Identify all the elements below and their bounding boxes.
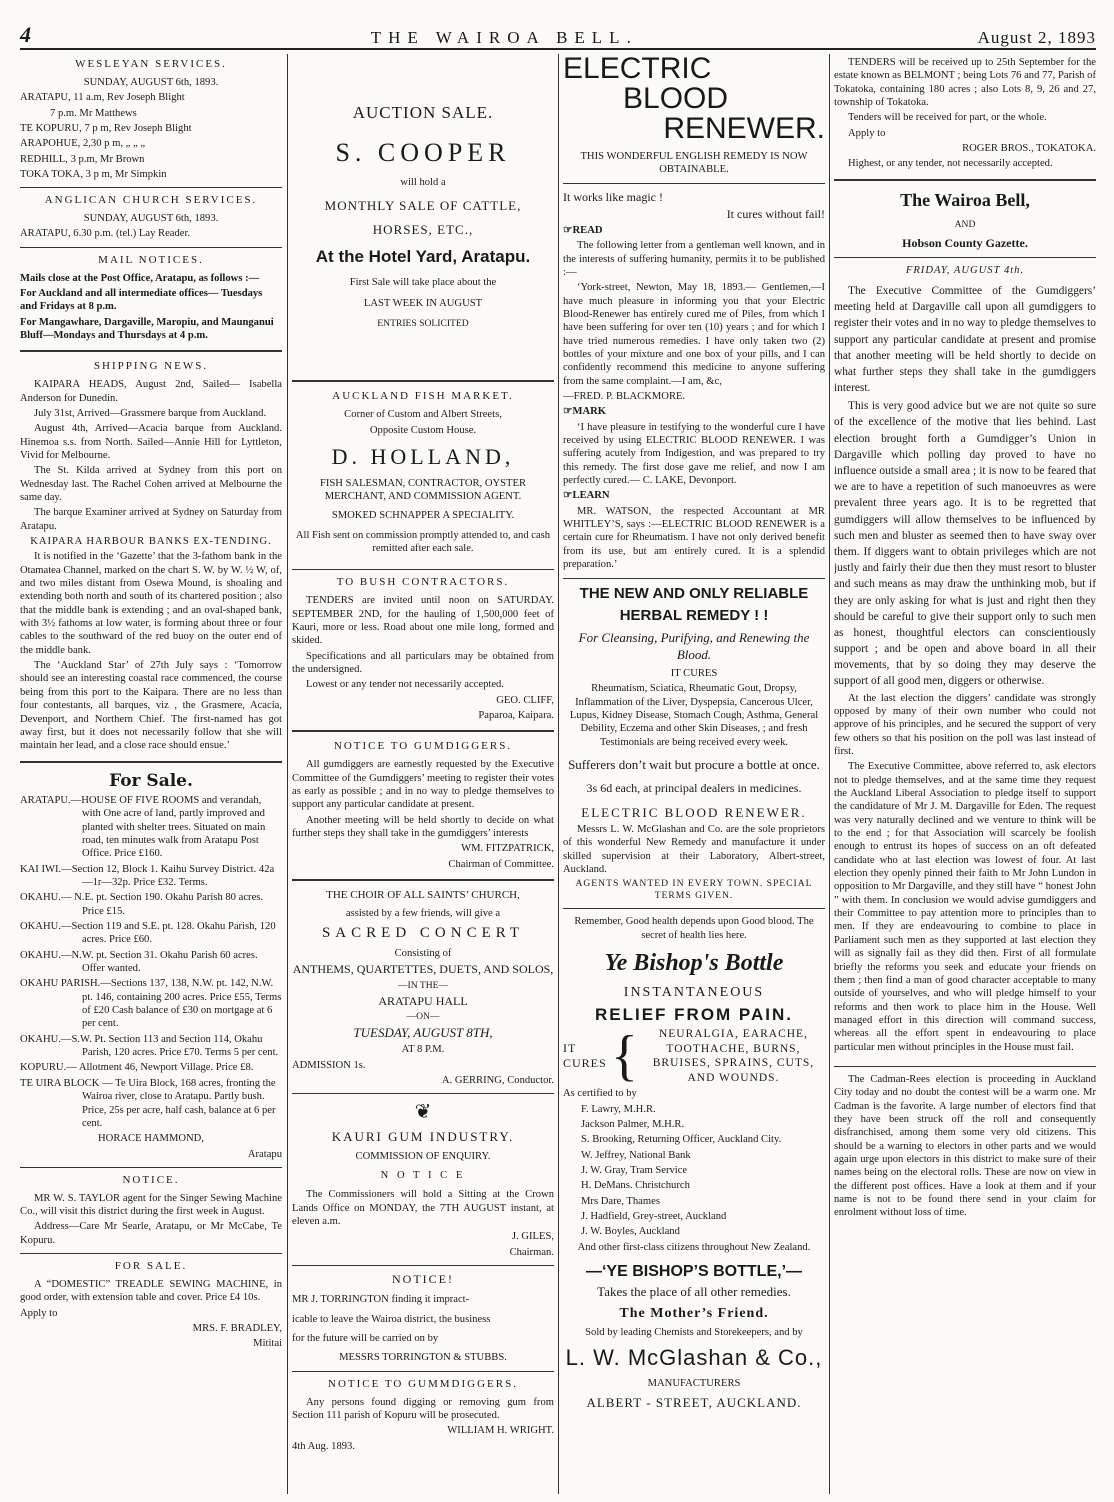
- ebr-messrs: Messrs L. W. McGlashan and Co. are the sole proprietors of this wonderful New Remedy and manufacture it under skilled supervision at their Laboratory, Albert-street, Auckland.: [563, 823, 825, 875]
- forsale-item: ARATAPU.—HOUSE OF FIVE ROOMS and verandah, with One acre of land, partly improved and planted with shelter trees. Situated on main road, ten minutes walk from Aratapu Post Office. Price £160.: [20, 794, 266, 860]
- auction-heading: AUCTION SALE.: [352, 103, 494, 122]
- tenders-text2: Tenders will be received for part, or the whole.: [848, 112, 1047, 124]
- ornament-icon: ❦: [414, 1101, 432, 1124]
- kauri-title: Chairman.: [509, 1246, 554, 1258]
- pointing-hand-icon: ☞: [563, 406, 573, 418]
- forsale-item: OKAHU.— N.E. pt. Section 190. Okahu Parish 80 acres. Price £15.: [20, 892, 264, 917]
- fish-heading: AUCKLAND FISH MARKET.: [332, 390, 514, 403]
- auction-line2: HORSES, ETC.,: [372, 221, 474, 237]
- fish-trades: FISH SALESMAN, CONTRACTOR, OYSTER MERCHANT, AND COMMISSION AGENT.: [319, 477, 527, 503]
- ebr-letter: ‘York-street, Newton, May 18, 1893.— Gentlemen,—I have much pleasure in informing you that your Electric Blood-Renewer has entirely cured me of Piles, from which I have been suffering for over ten (10) years ; and for which I have tried numerous remedies. I have only taken two (2) bottles of your mixture and one box of your pills, and I can confidently recommend this medicine to anyone suffering from the same complaint.—I am, &c,: [563, 282, 825, 387]
- bush-place: Paparoa, Kaipara.: [478, 710, 554, 722]
- gum2-text: Any persons found digging or removing gum from Section 111 parish of Kopuru will be prosecuted.: [292, 1396, 554, 1421]
- shipping-para: The barque Examiner arrived at Sydney on Saturday from Aratapu.: [20, 507, 282, 532]
- bush-signer: GEO. CLIFF,: [496, 694, 554, 706]
- ebr-title-blood: BLOOD: [623, 82, 729, 115]
- cadman-text: The Cadman-Rees election is proceeding in Auckland City today and no doubt the contest will be a warm one. Mr Cadman is the favorite. A large number of electors find that they have been struck off the roll and consequently disfranchised, among them some very old citizens. This should be a warning to electors in other parts and we would again urge upon electors in this district to make sure of their names being on the electoral rolls. These are now on view in the different post offices. Have a look at them and if your name is not to be found there send in your claim for enrolment without loss of time.: [834, 1073, 1096, 1219]
- tenders-highest: Highest, or any tender, not necessarily accepted.: [848, 158, 1053, 170]
- tenders-signer: ROGER BROS., TOKATOKA.: [962, 143, 1096, 155]
- column-2: [292, 54, 554, 1494]
- issue-date: August 2, 1893: [977, 28, 1096, 47]
- wesleyan-date: SUNDAY, AUGUST 6th, 1893.: [83, 76, 219, 88]
- bishop-name: S. Brooking, Returning Officer, Auckland City.: [581, 1134, 782, 1146]
- bishop-name: F. Lawry, M.H.R.: [581, 1103, 656, 1115]
- anglican-date: SUNDAY, AUGUST 6th, 1893.: [83, 213, 219, 225]
- forsale2-text: A “DOMESTIC” TREADLE SEWING MACHINE, in good order, with extension table and cover. Price £4 10s.: [20, 1278, 282, 1304]
- bishop-ailments: NEURALGIA, EARACHE, TOOTHACHE, BURNS, BRUISES, SPRAINS, CUTS, AND WOUNDS.: [652, 1028, 815, 1084]
- bishop-names: [563, 1103, 825, 1239]
- ebr-cures: It cures without fail!: [726, 206, 825, 221]
- bishop-street: ALBERT - STREET, AUCKLAND.: [586, 1394, 802, 1410]
- forsale-item: OKAHU.—S.W. Pt. Section 113 and Section 114, Okahu Parish, 120 acres. Price £70. Terms 5 per cent.: [20, 1033, 279, 1059]
- bishop-mothers: The Mother’s Friend.: [619, 1305, 769, 1321]
- notice-text: MR W. S. TAYLOR agent for the Singer Sewing Machine Co., will visit this district during the first week in August.: [20, 1192, 282, 1218]
- bishop-title2: —‘YE BISHOP’S BOTTLE,’—: [585, 1263, 803, 1281]
- editorial-para: The Executive Committee, above referred to, ask electors not to pledge themselves, and at the same time they request the Auckland Liberal Association to pledge itself to support the candidature of Mr J. M. Dargaville for Eden. The request was very naturally declined and we venture to think will be to the end ; for that Association will scarcely be foolish enough to entrust its hopes of success on an oft defeated candidate who at last election was lowest of four. At last election they openly pinned their faith to Mr John Lundon in opposition to Mr Dargaville, and they still have “ honest John ” with them. In conclusion we would advise gumdiggers and their Committee to pay attention more to principles than to men. If they are endeavouring to combine to place in Parliament such men as they supported at last election they will as signally fail as they did then. First of all formulate briefly the reforms you seek and educate your friends on them ; then find a man of good character acceptable to many outside of yourselves, and who will pledge himself to your reforms and then work to place him in the House. Well managed effort in this direction will command success, whereas all the effort spent in endeavouring to place particular men without principles in the House must fail.: [834, 761, 1096, 1053]
- choir-consisting: Consisting of: [394, 948, 452, 960]
- forsale-item: TE UIRA BLOCK — Te Uira Block, 168 acres, fronting the Wairoa river, close to Aratapu. Partly bush. Price, 25s per acre, half cash, balance at 6 per cent.: [20, 1077, 276, 1129]
- paper-title: The Wairoa Bell,: [900, 189, 1030, 210]
- gum1-text2: Another meeting will be held shortly to decide on what further steps they shall take in the gumdiggers’ interests: [292, 814, 554, 839]
- kauri-heading: KAURI GUM INDUSTRY.: [331, 1129, 515, 1145]
- bishop-maker: L. W. McGlashan & Co.,: [565, 1344, 823, 1370]
- dateline: FRIDAY, AUGUST 4th.: [905, 264, 1025, 276]
- shipping-para: KAIPARA HEADS, August 2nd, Sailed— Isabella Anderson for Dunedin.: [20, 379, 282, 404]
- mail-mangawhare: For Mangawhare, Dargaville, Maropiu, and Maunganui Bluff—Mondays and Thursdays at 4 p.m.: [20, 316, 274, 342]
- mail-intro: Mails close at the Post Office, Aratapu, as follows :—: [20, 272, 260, 284]
- ebr-for: For Cleansing, Purifying, and Renewing the Blood.: [578, 630, 810, 662]
- choir-in: —IN THE—: [397, 979, 449, 991]
- choir-heading: THE CHOIR OF ALL SAINTS’ CHURCH,: [326, 888, 520, 901]
- wesleyan-line: REDHILL, 3 p.m, Mr Brown: [20, 153, 145, 165]
- ebr-learn-text: MR. WATSON, the respected Accountant at MR WHITLEY’S, says :—ELECTRIC BLOOD RENEWER is a certain cure for Rheumatism. I have not only derived benefit from its use, but am entirely cured. It is a splendid preparation.’: [563, 505, 825, 571]
- gum1-heading: NOTICE TO GUMDIGGERS.: [333, 740, 513, 753]
- mail-heading: MAIL NOTICES.: [98, 253, 204, 266]
- wesleyan-line: TE KOPURU, 7 p m, Rev Joseph Blight: [20, 122, 192, 134]
- bishop-instant: INSTANTANEOUS: [623, 985, 765, 1001]
- forsale2-signer: MRS. F. BRADLEY,: [192, 1323, 282, 1334]
- wesleyan-line: 7 p.m. Mr Matthews: [50, 107, 137, 119]
- notice2-line: MR J. TORRINGTON finding it impract-: [292, 1294, 470, 1306]
- notice2-line: for the future will be carried on by: [292, 1332, 439, 1344]
- shipping-para: The St. Kilda arrived at Sydney from this port on Wednesday last. The Rachel Cohen arrived at Melbourne the same day.: [20, 465, 282, 503]
- star-text: The ‘Auckland Star’ of 27th July says : ‘Tomorrow should see an interesting coastal race commenced, the course being from this port to the Kaipara. There are no less than four contestants, all barques, viz , the Grasmere, Acacia, Devenport, and Northern Chief. The first-named has got away first, but it does not necessarily follow that she will maintain her lead, and a close race should ensue.’: [20, 660, 282, 752]
- bishop-name: W. Jeffrey, National Bank: [581, 1149, 691, 1161]
- ebr-remember: Remember, Good health depends upon Good blood. The secret of health lies here.: [574, 916, 814, 941]
- bush-text: TENDERS are invited until noon on SATURDAY. SEPTEMBER 2ND, for the hauling of 1,500,000 feet of Kauri, more or less. Road about one mile long, formed and skided.: [292, 595, 554, 647]
- fish-snapper: SMOKED SCHNAPPER A SPECIALITY.: [331, 510, 515, 522]
- choir-on: —ON—: [406, 1010, 440, 1022]
- ebr-mark-text: ‘I have pleasure in testifying to the wonderful cure I have received by using ELECTRIC BLOOD RENEWER. I was suffering acutely from Indigestion, and was prepared to try this remedy. The first dose gave me relief, and now I am perfectly cured.— C. LAKE, Devonport.: [563, 421, 825, 487]
- auction-will: will hold a: [400, 177, 446, 189]
- bishop-other: And other first-class citizens throughout New Zealand.: [577, 1241, 811, 1253]
- column-4: [834, 54, 1096, 1494]
- paper-and: AND: [954, 219, 976, 231]
- column-rule: [829, 54, 830, 1494]
- choir-time: AT 8 P.M.: [401, 1044, 445, 1056]
- kauri-notice: N O T I C E: [380, 1170, 466, 1182]
- brace-icon: {: [611, 1025, 638, 1088]
- choir-date: TUESDAY, AUGUST 8TH,: [353, 1024, 493, 1040]
- anglican-heading: ANGLICAN CHURCH SERVICES.: [44, 194, 258, 207]
- ebr-read-text: The following letter from a gentleman well known, and in the interests of suffering humanity, permits it to be published :—: [563, 240, 825, 278]
- banks-heading: KAIPARA HARBOUR BANKS EX-TENDING.: [30, 536, 272, 548]
- ebr-read: ☞READ: [563, 224, 603, 236]
- editorial-para: The Executive Committee of the Gumdiggers’ meeting held at Dargaville call upon all gumdiggers to register their votes and in no way to pledge themselves to support any particular candidate at present and promise that another meeting will be held shortly to decide on what further steps they shall take in the gumdiggers interest.: [834, 284, 1096, 395]
- bishop-name: Jackson Palmer, M.H.R.: [581, 1119, 685, 1131]
- bishop-name: J. W. Boyles, Auckland: [581, 1226, 680, 1238]
- tenders-text: TENDERS will be received up to 25th September for the estate known as BELMONT ; being Lots 76 and 77, Parish of Tokatoka, containing 180 acres ; also Lots 8, 9, 26 and 27, township of Tokatoka.: [834, 57, 1096, 109]
- forsale-item: KOPURU.— Allotment 46, Newport Village. Price £8.: [20, 1062, 254, 1074]
- forsale-list: [20, 794, 282, 1130]
- kauri-sub: COMMISSION OF ENQUIRY.: [355, 1150, 491, 1162]
- column-3: [563, 54, 825, 1494]
- bishop-relief: RELIEF FROM PAIN.: [594, 1005, 793, 1025]
- bishop-takes: Takes the place of all other remedies.: [597, 1284, 791, 1300]
- bishop-sold: Sold by leading Chemists and Storekeepers, and by: [585, 1327, 803, 1339]
- bush-heading: TO BUSH CONTRACTORS.: [336, 576, 510, 589]
- column-1: [20, 54, 282, 1494]
- choir-admission: ADMISSION 1s.: [292, 1059, 366, 1071]
- column-rule: [558, 54, 559, 1494]
- ebr-sufferers: Sufferers don’t wait but procure a bottle at once.: [568, 757, 820, 773]
- bishop-name: J. W. Gray, Tram Service: [581, 1165, 688, 1177]
- kauri-signer: J. GILES,: [511, 1231, 554, 1243]
- pointing-hand-icon: ☞: [563, 490, 573, 502]
- choir-hall: ARATAPU HALL: [378, 993, 468, 1008]
- gum2-heading: NOTICE TO GUMMDIGGERS.: [328, 1377, 518, 1390]
- choir-program: ANTHEMS, QUARTETTES, DUETS, AND SOLOS,: [292, 962, 554, 977]
- notice-heading: NOTICE.: [122, 1173, 180, 1186]
- auction-line1: MONTHLY SALE OF CATTLE,: [324, 197, 522, 213]
- notice2-line: icable to leave the Wairoa district, the business: [292, 1313, 491, 1325]
- forsale2-heading: FOR SALE.: [114, 1260, 188, 1273]
- ebr-title-renewer: RENEWER.: [663, 112, 825, 145]
- tenders-apply: Apply to: [848, 127, 886, 139]
- kauri-text: The Commissioners will hold a Sitting at the Crown Lands Office on MONDAY, the 7TH AUGUST instant, at eleven a.m.: [292, 1189, 554, 1228]
- editorial-para: At the last election the diggers’ candidate was strongly opposed by many of their own number who could not approve of his principles, and he secured the support of very few others so that his position on the poll was last instead of first.: [834, 692, 1096, 758]
- ebr-itcures: IT CURES: [670, 668, 718, 680]
- wesleyan-line: TOKA TOKA, 3 p m, Mr Simpkin: [20, 168, 167, 180]
- forsale2-apply: Apply to: [20, 1307, 58, 1319]
- auction-first: First Sale will take place about the: [349, 276, 497, 288]
- shipping-para: July 31st, Arrived—Grassmere barque from Auckland.: [34, 407, 267, 419]
- forsale-item: OKAHU.—Section 119 and S.E. pt. 128. Okahu Parish, 120 acres. Price £60.: [20, 921, 276, 946]
- mail-auckland: For Auckland and all intermediate offices— Tuesdays and Fridays at 8 p.m.: [20, 288, 263, 313]
- forsale-signer: HORACE HAMMOND,: [98, 1133, 204, 1145]
- ebr-letter-sig: —FRED. P. BLACKMORE.: [563, 391, 686, 403]
- anglican-line: ARATAPU, 6.30 p.m. (tel.) Lay Reader.: [20, 228, 191, 240]
- gum2-signer: WILLIAM H. WRIGHT.: [447, 1425, 554, 1437]
- bush-spec: Specifications and all particulars may be obtained from the undersigned.: [292, 650, 554, 675]
- bishop-title: Ye Bishop's Bottle: [604, 950, 784, 977]
- auction-place: At the Hotel Yard, Aratapu.: [315, 247, 531, 267]
- ebr-price: 3s 6d each, at principal dealers in medicines.: [586, 781, 802, 796]
- forsale-item: KAI IWI.—Section 12, Block 1. Kaihu Survey District. 42a—1r—32p. Price £32. Terms.: [20, 863, 275, 888]
- column-rule: [287, 54, 288, 1494]
- gum1-text: All gumdiggers are earnestly requested by the Executive Committee of the Gumdiggers’ meeting to register their votes as early as possible ; and in no way to pledge themselves to support any particular candidate at present.: [292, 759, 554, 811]
- fish-name: D. HOLLAND,: [331, 443, 515, 469]
- wesleyan-line: ARATAPU, 11 a.m, Rev Joseph Blight: [20, 92, 185, 104]
- masthead: [20, 22, 1096, 50]
- ebr-name: ELECTRIC BLOOD RENEWER.: [581, 804, 807, 820]
- choir-conductor: A. GERRING, Conductor.: [441, 1074, 554, 1086]
- choir-concert: SACRED CONCERT: [321, 925, 525, 942]
- ebr-remedy: THIS WONDERFUL ENGLISH REMEDY IS NOW OBTAINABLE.: [580, 151, 808, 176]
- ebr-agents: AGENTS WANTED IN EVERY TOWN. SPECIAL TERMS GIVEN.: [575, 878, 813, 902]
- bishop-name: J. Hadfield, Grey-street, Auckland: [581, 1211, 727, 1223]
- fish-opposite: Opposite Custom House.: [369, 424, 477, 436]
- ebr-list: Rheumatism, Sciatica, Rheumatic Gout, Dropsy, Inflammation of the Liver, Dyspepsia, Cancerous Ulcer, Lupus, Kidney Disease, Stomach Cough, Asthma, General Debility, Eczema and other Skin Diseases, ; and fresh Testimonials are being received every week.: [569, 683, 819, 748]
- ebr-herbal: HERBAL REMEDY ! !: [619, 607, 769, 625]
- forsale-signer-place: Aratapu: [247, 1148, 282, 1160]
- notice2-firm: MESSRS TORRINGTON & STUBBS.: [339, 1352, 507, 1364]
- shipping-para: August 4th, Arrived—Acacia barque from Auckland. Hinemoa s.s. from North. Sailed—Annie Hill for Lyttleton, Vivid for Melbourne.: [20, 423, 282, 461]
- ebr-mark: ☞MARK: [563, 406, 607, 418]
- bishop-manu: MANUFACTURERS: [647, 1378, 741, 1390]
- forsale-item: OKAHU.—N.W. pt. Section 31. Okahu Parish 60 acres. Offer wanted.: [20, 949, 258, 975]
- forsale2-place: Mititai: [253, 1338, 282, 1350]
- pointing-hand-icon: ☞: [563, 224, 573, 236]
- bishop-name: H. DeMans. Christchurch: [581, 1180, 690, 1192]
- gum2-date: 4th Aug. 1893.: [292, 1440, 355, 1452]
- gum1-signer: WM. FITZPATRICK,: [461, 843, 554, 855]
- gum1-title: Chairman of Committee.: [448, 858, 554, 870]
- bishop-certified: As certified to by: [563, 1088, 637, 1100]
- page-number: 4: [20, 22, 31, 47]
- editorial-para: This is very good advice but we are not quite so sure of the excellence of the motive that lies behind. Last election brought forth a Gumdigger’s Union in Dargaville which polling day proved to have no influence outside a small area ; it is now to be feared that we are to have a repetition of such manoeuvres as were prevalent three years ago. It is to be regretted that gumdiggers will allow themselves to be influenced by such men and bluster as seemed then to have sway over them. If diggers want to obtain privileges which are not justly and fairly their due then they must resort to bluster and such means as may draw the unthinking mob, but if they are only asking for what is just and right then they should be careful to give their support only to such men as honest, thoughtful electors can conscientiously support ; and be open and above board in all their movements, that by so doing they may deserve the support of all good men, diggers or otherwise.: [834, 400, 1096, 688]
- notice-address: Address—Care Mr Searle, Aratapu, or Mr McCabe, Te Kopuru.: [20, 1221, 282, 1246]
- ebr-learn: ☞LEARN: [563, 490, 610, 502]
- bishop-name: Mrs Dare, Thames: [581, 1195, 660, 1207]
- banks-text: It is notified in the ‘Gazette’ that the 3-fathom bank in the Otamatea Channel, marked on the chart S. W. by W. ½ W, of, and two miles distant from Osewa Mound, is shoaling and extending both north and south of its chartered position ; also that the middle bank is extending ; and an oval-shaped bank, with 3½ fathoms at low water, is forming about three or four cables to the southward of the red buoy on the outer end of the middle bank.: [20, 551, 282, 656]
- ebr-newonly: THE NEW AND ONLY RELIABLE: [579, 584, 809, 602]
- choir-assisted: assisted by a few friends, will give a: [345, 907, 501, 919]
- newspaper-title: THE WAIROA BELL.: [370, 28, 638, 47]
- bush-lowest: Lowest or any tender not necessarily accepted.: [306, 679, 504, 691]
- ebr-works: It works like magic !: [563, 189, 663, 204]
- wesleyan-heading: WESLEYAN SERVICES.: [75, 58, 227, 70]
- fish-corner: Corner of Custom and Albert Streets,: [344, 409, 502, 421]
- forsale-heading: For Sale.: [109, 770, 193, 791]
- wesleyan-line: ARAPOHUE, 2,30 p m, „ „ „: [20, 138, 146, 150]
- ebr-title-electric: ELECTRIC: [563, 54, 712, 85]
- bishop-cures: IT CURES { NEURALGIA, EARACHE, TOOTHACHE, BURNS, BRUISES, SPRAINS, CUTS, AND WOUNDS.: [563, 1027, 825, 1085]
- auction-week: LAST WEEK IN AUGUST: [363, 298, 483, 309]
- shipping-heading: SHIPPING NEWS.: [93, 360, 209, 373]
- auction-name: S. COOPER: [335, 138, 511, 168]
- auction-entries: ENTRIES SOLICITED: [377, 318, 469, 330]
- fish-text: All Fish sent on commission promptly attended to, and cash remitted after each sale.: [295, 529, 551, 555]
- paper-gazette: Hobson County Gazette.: [902, 235, 1028, 250]
- notice2-heading: NOTICE!: [392, 1272, 454, 1287]
- forsale-item: OKAHU PARISH.—Sections 137, 138, N.W. pt. 142, N.W. pt. 146, containing 200 acres. Price £55, Terms of £20 Cash balance of £30 on mortgage at 6 per cent.: [20, 978, 282, 1030]
